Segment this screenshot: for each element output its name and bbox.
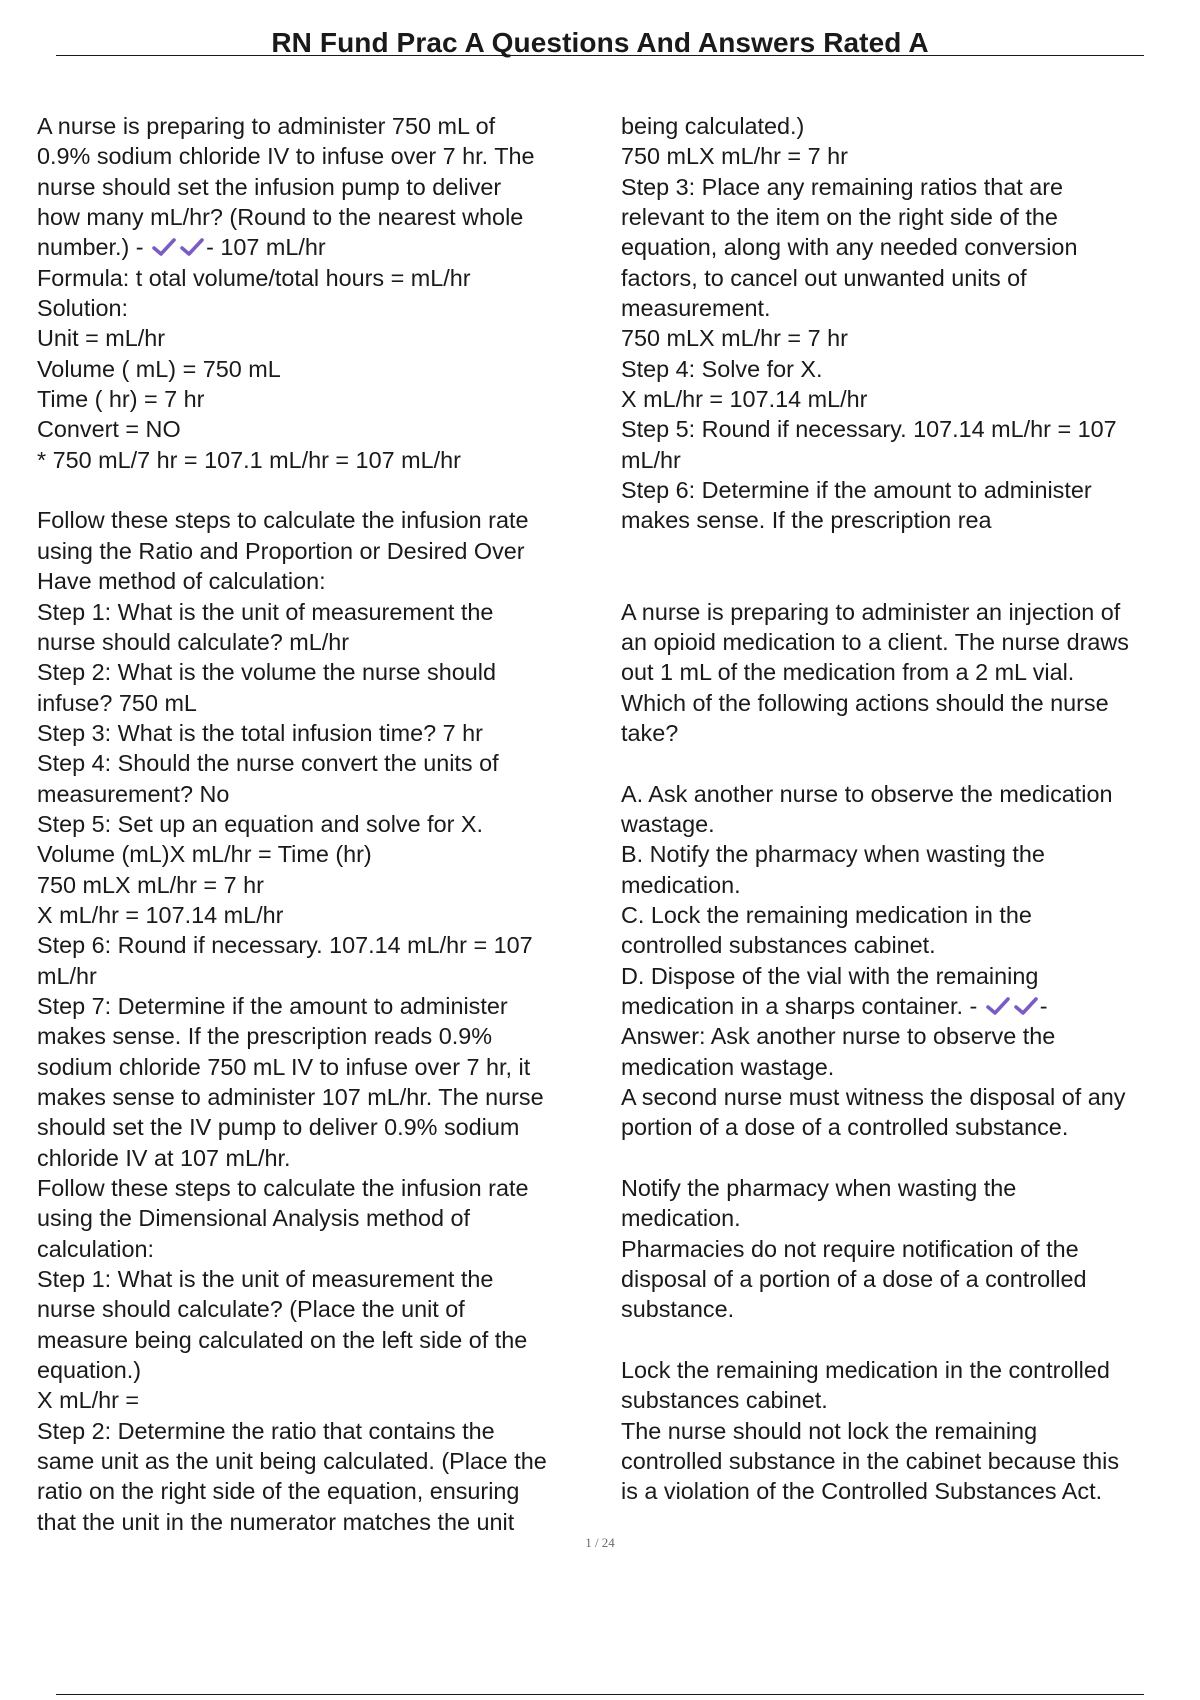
left-column-text-line: Convert = NO	[37, 416, 181, 443]
left-column-text-line: Step 5: Set up an equation and solve for X.	[37, 810, 484, 837]
right-column-text-line: medication wastage.	[621, 1053, 835, 1080]
title-block	[56, 26, 1144, 62]
blank-line	[621, 566, 1191, 596]
left-column-text-line: * 750 mL/7 hr = 107.1 mL/hr = 107 mL/hr	[37, 446, 461, 473]
right-column-text-line: D. Dispose of the vial with the remaining	[621, 962, 1039, 989]
blank-line	[621, 748, 1191, 778]
right-column-text-line: factors, to cancel out unwanted units of	[621, 264, 1027, 291]
right-column-text-line: disposal of a portion of a dose of a controlled	[621, 1266, 1087, 1293]
checkmark-icon	[985, 996, 1011, 1016]
left-column-text-line: using the Dimensional Analysis method of	[37, 1205, 470, 1232]
left-column-text-line: Volume (mL)X mL/hr = Time (hr)	[37, 841, 372, 868]
right-column-text-line: medication.	[621, 871, 741, 898]
left-column-text-line: mL/hr	[37, 962, 97, 989]
right-column-text-line: A. Ask another nurse to observe the medication	[621, 780, 1113, 807]
right-column-text-line: Notify the pharmacy when wasting the	[621, 1175, 1017, 1202]
right-column-answer-line	[621, 991, 1191, 1021]
left-column-text-line: Step 7: Determine if the amount to administer	[37, 992, 508, 1019]
answer-suffix-text: -	[1039, 992, 1048, 1019]
left-column-text-line: Have method of calculation:	[37, 568, 326, 595]
right-column-text-line: equation, along with any needed conversion	[621, 234, 1078, 261]
right-column-text-line: Step 4: Solve for X.	[621, 355, 823, 382]
right-column-text-line: substance.	[621, 1296, 735, 1323]
left-column	[37, 111, 612, 1537]
right-column-text-line: relevant to the item on the right side of the	[621, 204, 1058, 231]
answer-prefix-text: number.) -	[37, 234, 151, 261]
left-column-text-line: nurse should set the infusion pump to deliver	[37, 173, 502, 200]
left-column-text-line: should set the IV pump to deliver 0.9% sodium	[37, 1114, 520, 1141]
answer-prefix-text: medication in a sharps container. -	[621, 992, 984, 1019]
left-column-text-line: nurse should calculate? (Place the unit of	[37, 1296, 465, 1323]
blank-line	[621, 1325, 1191, 1355]
right-column-text-line: C. Lock the remaining medication in the	[621, 901, 1032, 928]
left-column-text-line: Step 6: Round if necessary. 107.14 mL/hr = 107	[37, 932, 533, 959]
left-column-text-line: sodium chloride 750 mL IV to infuse over 7 hr, it	[37, 1053, 531, 1080]
right-column-text-line: medication.	[621, 1205, 741, 1232]
right-column-text-line: Step 3: Place any remaining ratios that are	[621, 173, 1064, 200]
left-column-text-line: Follow these steps to calculate the infusion rate	[37, 1175, 529, 1202]
right-column-text-line: portion of a dose of a controlled substance.	[621, 1114, 1069, 1141]
left-column-text-line: Follow these steps to calculate the infusion rate	[37, 507, 529, 534]
blank-line	[621, 1143, 1191, 1173]
left-column-text-line: ratio on the right side of the equation, ensuring	[37, 1478, 520, 1505]
right-column-text-line: an opioid medication to a client. The nurse draws	[621, 628, 1129, 655]
left-column-text-line: Step 2: Determine the ratio that contains the	[37, 1417, 495, 1444]
left-column-text-line: nurse should calculate? mL/hr	[37, 628, 350, 655]
left-column-text-line: makes sense. If the prescription reads 0.9%	[37, 1023, 493, 1050]
left-column-text-line: Solution:	[37, 295, 129, 322]
right-column-text-line: out 1 mL of the medication from a 2 mL vial.	[621, 659, 1075, 686]
checkmark-icon	[151, 237, 177, 257]
right-column-text-line: Which of the following actions should the nurse	[621, 689, 1109, 716]
right-column-text-line: take?	[621, 719, 679, 746]
right-column-text-line: The nurse should not lock the remaining	[621, 1417, 1038, 1444]
left-column-text-line: Step 2: What is the volume the nurse should	[37, 659, 496, 686]
left-column-text-line: Formula: t otal volume/total hours = mL/hr	[37, 264, 471, 291]
left-column-text-line: that the unit in the numerator matches the unit	[37, 1508, 515, 1535]
left-column-text-line: A nurse is preparing to administer 750 mL of	[37, 113, 496, 139]
page-title: RN Fund Prac A Questions And Answers Rated A	[271, 27, 929, 58]
left-column-text-line: calculation:	[37, 1235, 155, 1262]
left-column-text-line: how many mL/hr? (Round to the nearest whole	[37, 204, 524, 231]
right-column-text-line: controlled substances cabinet.	[621, 932, 936, 959]
right-column-text-line: B. Notify the pharmacy when wasting the	[621, 841, 1045, 868]
blank-line	[37, 475, 612, 505]
blank-line	[621, 536, 1191, 566]
left-column-text-line: Step 1: What is the unit of measurement the	[37, 598, 494, 625]
left-column-text-line: equation.)	[37, 1357, 142, 1384]
left-column-text-line: Volume ( mL) = 750 mL	[37, 355, 281, 382]
left-column-text-line: X mL/hr =	[37, 1387, 140, 1414]
right-column-text-line: 750 mLX mL/hr = 7 hr	[621, 325, 848, 352]
left-column-text-line: measurement? No	[37, 780, 230, 807]
left-column-text-line: X mL/hr = 107.14 mL/hr	[37, 901, 284, 928]
left-column-answer-line	[37, 232, 612, 262]
right-column-text-line: A second nurse must witness the disposal of any	[621, 1084, 1126, 1110]
right-column-text-line: mL/hr	[621, 446, 681, 473]
right-column-text-line: substances cabinet.	[621, 1387, 828, 1414]
checkmark-icon	[179, 237, 205, 257]
checkmark-icon	[1013, 996, 1039, 1016]
bottom-divider	[56, 1694, 1144, 1695]
left-column-text-line: 750 mLX mL/hr = 7 hr	[37, 871, 264, 898]
left-column-text-line: Time ( hr) = 7 hr	[37, 386, 205, 413]
right-column-text-line: makes sense. If the prescription rea	[621, 507, 992, 534]
right-column-text-line: Pharmacies do not require notification of the	[621, 1235, 1079, 1262]
right-column	[621, 111, 1191, 1507]
right-column-text-line: 750 mLX mL/hr = 7 hr	[621, 143, 848, 170]
right-column-text-line: measurement.	[621, 295, 771, 322]
right-column-text-line: controlled substance in the cabinet because this	[621, 1448, 1120, 1475]
left-column-text-line: Unit = mL/hr	[37, 325, 166, 352]
right-column-text-line: Step 6: Determine if the amount to administer	[621, 477, 1092, 504]
left-column-text-line: same unit as the unit being calculated. (Place the	[37, 1448, 547, 1475]
left-column-text-line: 0.9% sodium chloride IV to infuse over 7 hr. The	[37, 143, 535, 170]
left-column-text-line: Step 4: Should the nurse convert the units of	[37, 750, 499, 777]
page-number: 1 / 24	[585, 1535, 615, 1550]
left-column-text-line: using the Ratio and Proportion or Desired Over	[37, 537, 525, 564]
right-column-text-line: wastage.	[621, 810, 715, 837]
right-column-text-line: is a violation of the Controlled Substances Act.	[621, 1478, 1103, 1505]
left-column-text-line: makes sense to administer 107 mL/hr. The nurse	[37, 1084, 544, 1110]
right-column-text-line: X mL/hr = 107.14 mL/hr	[621, 386, 868, 413]
right-column-text-line: A nurse is preparing to administer an injection of	[621, 598, 1121, 625]
left-column-text-line: infuse? 750 mL	[37, 689, 197, 716]
answer-suffix-text: - 107 mL/hr	[206, 234, 326, 261]
left-column-text-line: measure being calculated on the left side of the	[37, 1326, 528, 1353]
right-column-text-line: Lock the remaining medication in the controlled	[621, 1357, 1110, 1384]
right-column-text-line: Answer: Ask another nurse to observe the	[621, 1023, 1056, 1050]
right-column-text-line: being calculated.)	[621, 113, 805, 139]
left-column-text-line: Step 1: What is the unit of measurement the	[37, 1266, 494, 1293]
left-column-text-line: chloride IV at 107 mL/hr.	[37, 1144, 291, 1171]
left-column-text-line: Step 3: What is the total infusion time? 7 hr	[37, 719, 483, 746]
right-column-text-line: Step 5: Round if necessary. 107.14 mL/hr = 107	[621, 416, 1117, 443]
